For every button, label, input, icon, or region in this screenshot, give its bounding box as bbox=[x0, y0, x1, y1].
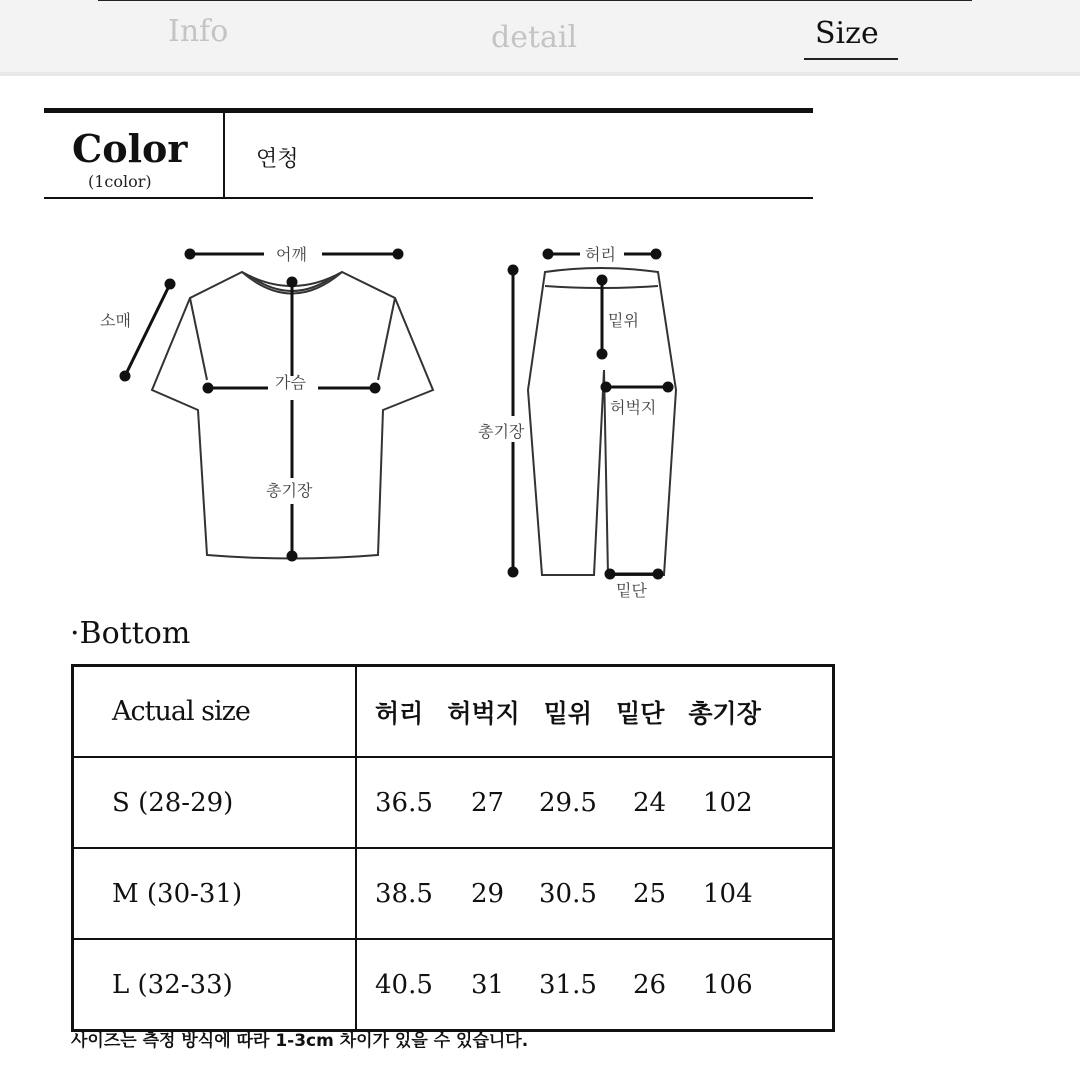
header-thigh: 허벅지 bbox=[447, 698, 520, 728]
size-table-header bbox=[73, 666, 834, 758]
label-chest: 가슴 bbox=[275, 373, 306, 392]
row-values bbox=[356, 757, 834, 848]
label-pants-length: 총기장 bbox=[478, 422, 525, 441]
table-row bbox=[73, 848, 834, 939]
label-hem: 밑단 bbox=[616, 581, 647, 600]
tab-detail[interactable]: detail bbox=[491, 20, 578, 55]
section-title: ·Bottom bbox=[70, 616, 191, 651]
value-rise: 31.5 bbox=[539, 969, 597, 1000]
value-hem: 25 bbox=[633, 878, 667, 909]
color-section bbox=[44, 108, 813, 200]
header-rise: 밑위 bbox=[543, 698, 593, 728]
value-length: 104 bbox=[703, 878, 753, 909]
value-thigh: 27 bbox=[471, 787, 505, 818]
color-count: (1color) bbox=[88, 172, 152, 191]
value-hem: 26 bbox=[633, 969, 667, 1000]
label-thigh: 허벅지 bbox=[610, 398, 657, 417]
tab-size[interactable]: Size bbox=[815, 16, 879, 51]
tab-bar-top-line bbox=[98, 0, 972, 1]
label-waist: 허리 bbox=[585, 245, 616, 264]
measurement-diagram bbox=[0, 230, 1080, 600]
size-disclaimer: 사이즈는 측정 방식에 따라 1-3cm 차이가 있을 수 있습니다. bbox=[71, 1031, 529, 1051]
label-sleeve: 소매 bbox=[100, 311, 131, 330]
value-waist: 36.5 bbox=[375, 787, 433, 818]
row-values bbox=[356, 939, 834, 1031]
active-tab-underline bbox=[804, 58, 898, 60]
row-size: L (32-33) bbox=[73, 939, 357, 1031]
value-length: 106 bbox=[703, 969, 753, 1000]
color-section-bottom-border bbox=[44, 197, 813, 199]
tab-info[interactable]: Info bbox=[168, 14, 229, 49]
color-section-top-border bbox=[44, 108, 813, 113]
value-rise: 30.5 bbox=[539, 878, 597, 909]
value-thigh: 29 bbox=[471, 878, 505, 909]
header-hem: 밑단 bbox=[616, 698, 665, 728]
header-length: 총기장 bbox=[688, 698, 761, 728]
value-length: 102 bbox=[703, 787, 753, 818]
header-waist: 허리 bbox=[375, 698, 424, 728]
value-waist: 38.5 bbox=[375, 878, 433, 909]
color-value: 연청 bbox=[256, 147, 299, 172]
label-tshirt-length: 총기장 bbox=[266, 481, 313, 500]
value-waist: 40.5 bbox=[375, 969, 433, 1000]
value-rise: 29.5 bbox=[539, 787, 597, 818]
tab-bar bbox=[0, 0, 1080, 76]
label-rise: 밑위 bbox=[608, 311, 639, 330]
table-row bbox=[73, 939, 834, 1031]
row-size: S (28-29) bbox=[73, 757, 357, 848]
color-title: Color bbox=[72, 126, 188, 171]
size-table bbox=[71, 664, 835, 1032]
header-label: Actual size bbox=[73, 666, 357, 758]
value-hem: 24 bbox=[633, 787, 667, 818]
value-thigh: 31 bbox=[471, 969, 505, 1000]
row-size: M (30-31) bbox=[73, 848, 357, 939]
header-columns bbox=[356, 666, 834, 758]
label-shoulder: 어깨 bbox=[276, 245, 307, 264]
table-row bbox=[73, 757, 834, 848]
color-section-divider bbox=[223, 113, 225, 199]
row-values bbox=[356, 848, 834, 939]
